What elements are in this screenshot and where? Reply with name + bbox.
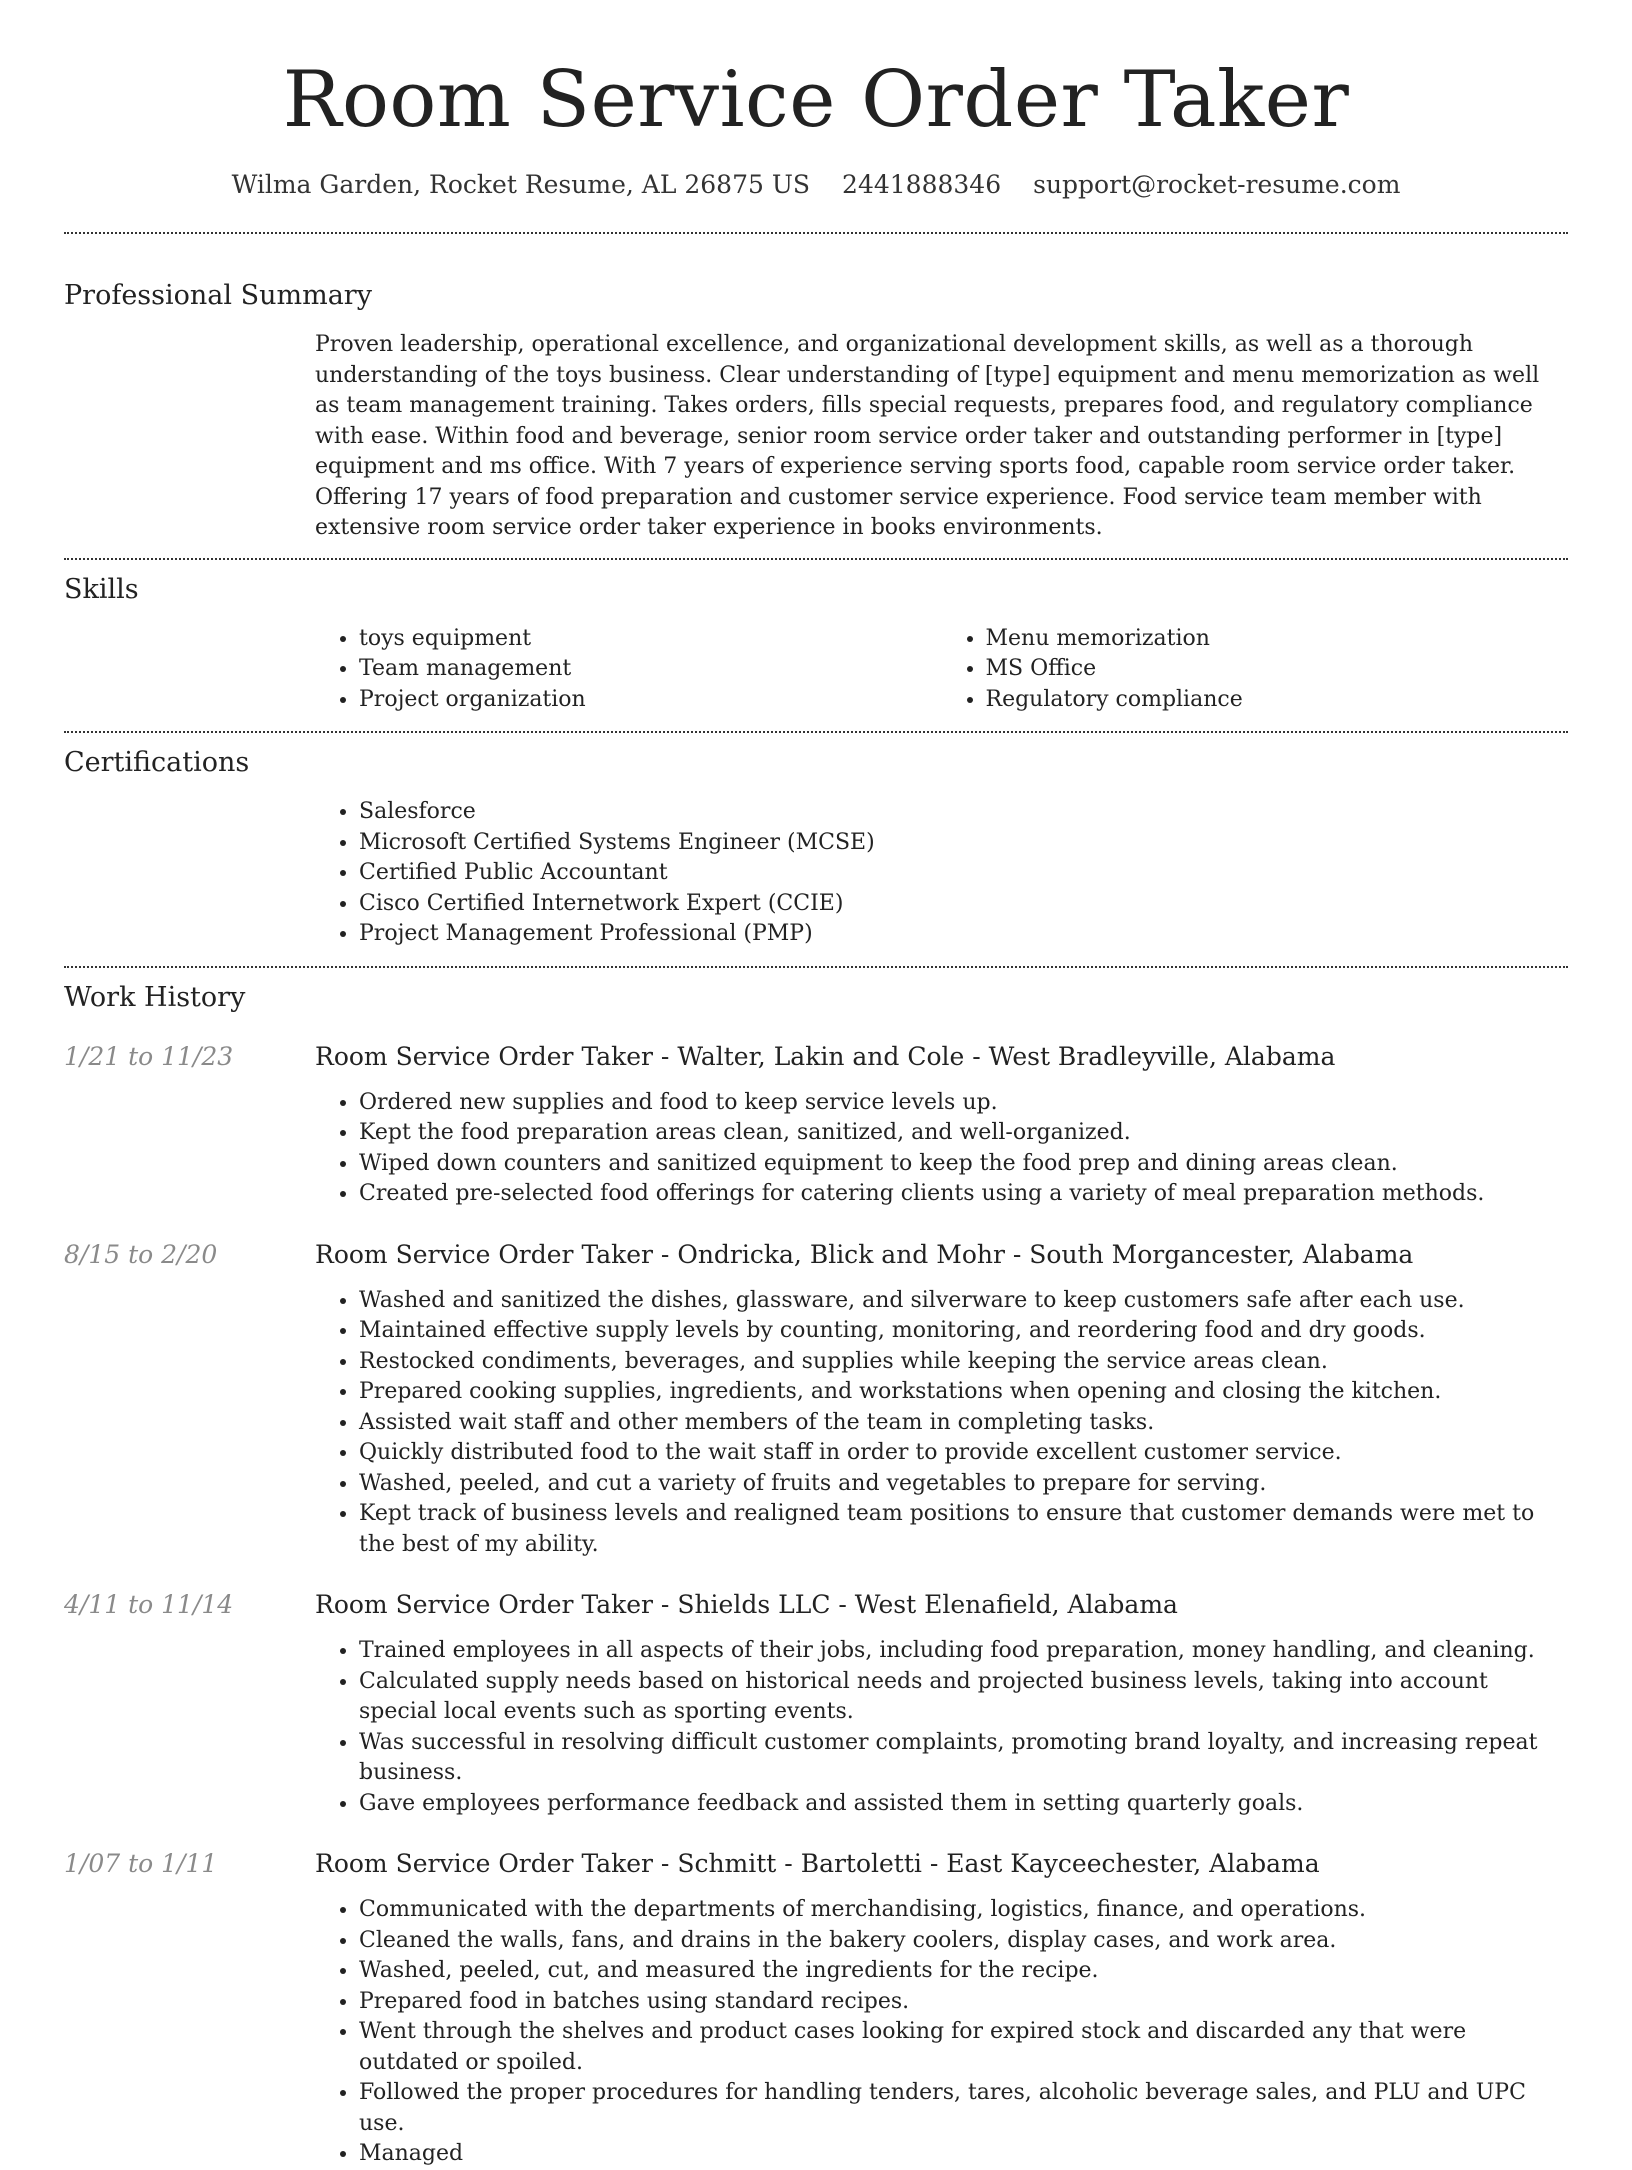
job-bullet: • Wiped down counters and sanitized equipment to keep the food prep and dining areas clean. — [359, 1149, 1568, 1180]
job-bullet: • Gave employees performance feedback and assisted them in setting quarterly goals. — [359, 1789, 1568, 1820]
job-bullets — [315, 1895, 1568, 2170]
contact-line — [64, 168, 1568, 202]
skill-item: • MS Office — [986, 654, 1569, 685]
skills-list-right — [942, 624, 1569, 716]
skill-item: • Project organization — [359, 685, 942, 716]
contact-phone: 2441888346 — [842, 170, 1002, 199]
job-entry — [64, 1847, 1568, 2170]
job-dates: 1/07 to 1/11 — [64, 1849, 218, 1878]
job-bullets — [315, 1636, 1568, 1819]
job-entry — [64, 1040, 1568, 1210]
job-bullet: • Calculated supply needs based on historical needs and projected business levels, taking into account special local events such as sporting events. — [359, 1667, 1568, 1728]
job-bullet: • Communicated with the departments of merchandising, logistics, finance, and operations. — [359, 1895, 1568, 1926]
skill-item: • Team management — [359, 654, 942, 685]
skill-item: • toys equipment — [359, 624, 942, 655]
resume-title: Room Service Order Taker — [282, 55, 1350, 145]
certifications-body — [315, 797, 1568, 950]
job-bullet: • Created pre-selected food offerings for catering clients using a variety of meal preparation methods. — [359, 1179, 1568, 1210]
certification-item: • Project Management Professional (PMP) — [359, 919, 1568, 950]
job-bullet: • Quickly distributed food to the wait staff in order to provide excellent customer service. — [359, 1438, 1568, 1469]
job-bullets — [315, 1286, 1568, 1561]
skills-list-left — [315, 624, 942, 716]
section-heading-summary: Professional Summary — [64, 280, 372, 311]
job-bullet: • Cleaned the walls, fans, and drains in the bakery coolers, display cases, and work area. — [359, 1926, 1568, 1957]
job-bullet: • Ordered new supplies and food to keep service levels up. — [359, 1088, 1568, 1119]
job-title: Room Service Order Taker - Shields LLC - West Elenafield, Alabama — [315, 1590, 1178, 1619]
job-bullet: • Washed, peeled, cut, and measured the ingredients for the recipe. — [359, 1956, 1568, 1987]
section-heading-work-history: Work History — [64, 981, 246, 1013]
job-content — [315, 1238, 1568, 1561]
job-bullet: • Kept the food preparation areas clean, sanitized, and well-organized. — [359, 1118, 1568, 1149]
contact-email[interactable]: support@rocket-resume.com — [1033, 170, 1401, 199]
skill-item: • Regulatory compliance — [986, 685, 1569, 716]
job-bullet: • Prepared cooking supplies, ingredients, and workstations when opening and closing the kitchen. — [359, 1377, 1568, 1408]
job-title: Room Service Order Taker - Schmitt - Bartoletti - East Kayceechester, Alabama — [315, 1849, 1320, 1878]
job-dates: 4/11 to 11/14 — [64, 1590, 234, 1619]
skill-item: • Menu memorization — [986, 624, 1569, 655]
job-content — [315, 1588, 1568, 1819]
summary-body — [315, 330, 1568, 544]
job-dates: 8/15 to 2/20 — [64, 1239, 218, 1269]
certification-item: • Cisco Certified Internetwork Expert (CCIE) — [359, 889, 1568, 920]
certifications-list — [315, 797, 1568, 950]
job-bullet: • Managed — [359, 2139, 1568, 2170]
job-bullet: • Went through the shelves and product cases looking for expired stock and discarded any that were outdated or spoiled. — [359, 2017, 1568, 2078]
job-bullet: • Assisted wait staff and other members of the team in completing tasks. — [359, 1408, 1568, 1439]
job-entry — [64, 1588, 1568, 1819]
skills-body — [315, 624, 1568, 716]
professional-summary-section — [64, 234, 1568, 558]
section-heading-certifications: Certifications — [64, 747, 250, 778]
job-entry — [64, 1238, 1568, 1561]
job-dates: 1/21 to 11/23 — [64, 1041, 234, 1071]
certifications-section — [64, 733, 1568, 966]
job-bullet: • Was successful in resolving difficult customer complaints, promoting brand loyalty, and increasing repeat business. — [359, 1728, 1568, 1789]
job-bullets — [315, 1088, 1568, 1210]
job-title: Room Service Order Taker - Ondricka, Blick and Mohr - South Morgancester, Alabama — [315, 1239, 1414, 1269]
section-heading-skills: Skills — [64, 573, 139, 605]
summary-text: Proven leadership, operational excellence, and organizational development skills, as well as a thorough understanding of the toys business. Clear understanding of [type] equipment and menu memorization as well as team management training. Takes orders, fills special requests, prepares food, and regulatory compliance with ease. Within food and beverage, senior room service order taker and outstanding performer in [type] equipment and ms office. With 7 years of experience serving sports food, capable room service order taker. Offering 17 years of food preparation and customer service experience. Food service team member with extensive room service order taker experience in books environments. — [315, 332, 1540, 540]
job-content — [315, 1847, 1568, 2170]
contact-address: Wilma Garden, Rocket Resume, AL 26875 US — [231, 170, 811, 199]
work-history-section — [64, 968, 1568, 2170]
skills-section — [64, 560, 1568, 732]
job-bullet: • Restocked condiments, beverages, and supplies while keeping the service areas clean. — [359, 1347, 1568, 1378]
job-bullet: • Followed the proper procedures for handling tenders, tares, alcoholic beverage sales, and PLU and UPC use. — [359, 2078, 1568, 2139]
job-bullet: • Washed and sanitized the dishes, glassware, and silverware to keep customers safe after each use. — [359, 1286, 1568, 1317]
job-content — [315, 1040, 1568, 1210]
certification-item: • Microsoft Certified Systems Engineer (MCSE) — [359, 828, 1568, 859]
job-title: Room Service Order Taker - Walter, Lakin and Cole - West Bradleyville, Alabama — [315, 1041, 1336, 1071]
job-bullet: • Prepared food in batches using standard recipes. — [359, 1987, 1568, 2018]
job-bullet: • Maintained effective supply levels by counting, monitoring, and reordering food and dry goods. — [359, 1316, 1568, 1347]
job-bullet: • Washed, peeled, and cut a variety of fruits and vegetables to prepare for serving. — [359, 1469, 1568, 1500]
certification-item: • Certified Public Accountant — [359, 858, 1568, 889]
job-bullet: • Trained employees in all aspects of their jobs, including food preparation, money handling, and cleaning. — [359, 1636, 1568, 1667]
certification-item: • Salesforce — [359, 797, 1568, 828]
job-bullet: • Kept track of business levels and realigned team positions to ensure that customer demands were met to the best of my ability. — [359, 1499, 1568, 1560]
